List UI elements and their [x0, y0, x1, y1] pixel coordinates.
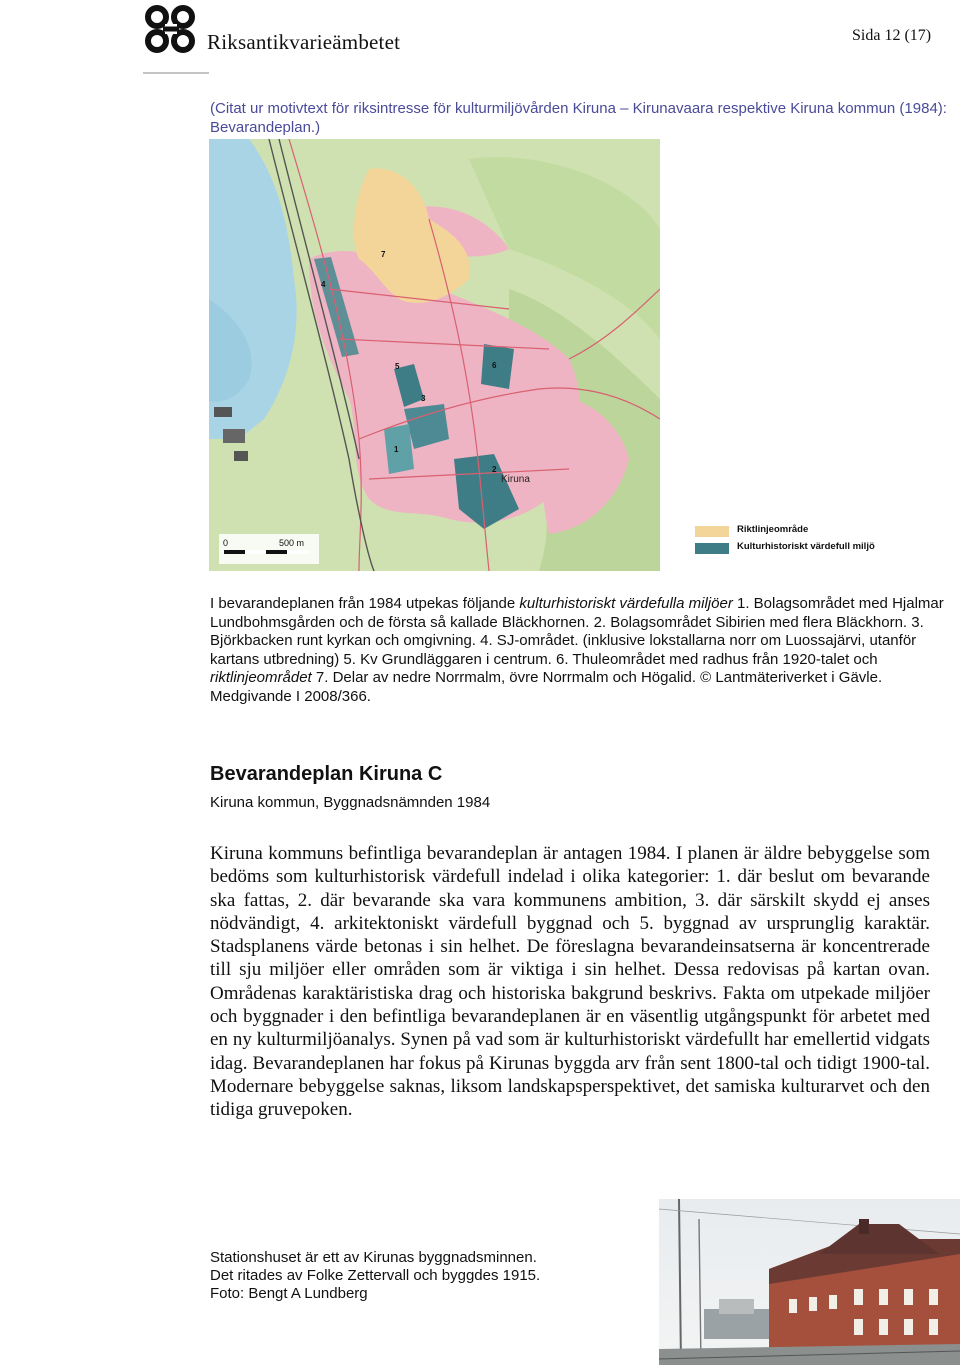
map-area-number: 4 — [321, 280, 326, 289]
map-legend — [695, 524, 935, 560]
map-place-label: Kiruna — [501, 474, 530, 485]
station-building-photo — [659, 1199, 960, 1365]
section-subtitle: Kiruna kommun, Byggnadsnämnden 1984 — [210, 794, 491, 811]
kiruna-conservation-map — [209, 139, 660, 571]
map-area-number: 2 — [492, 465, 497, 474]
map-area-number: 6 — [492, 361, 497, 370]
org-name: Riksantikvarieämbetet — [207, 30, 401, 54]
map-caption: I bevarandeplanen från 1984 utpekas följande kulturhistoriskt värdefulla miljöer 1. Bolagsområdet med Hjalmar Lundbohmsgården och de första så kallade Bläckhornen. 2. Bolagsområdet Sibirien med flera Bläckhorn. 3. Björkbacken runt kyrkan och omgivning. 4. SJ-området. (inklusive lokstallarna norr om Luossajärvi, utanför kartans utbredning) 5. Kv Grundläggaren i centrum. 6. Thuleområdet med radhus från 1920-talet och riktlinjeområdet 7. Delar av nedre Norrmalm, övre Norrmalm och Högalid. © Lantmäteriverket i Gävle. Medgivande I 2008/366. — [210, 595, 944, 705]
map-area-number: 7 — [381, 250, 386, 259]
header-divider — [143, 72, 209, 74]
map-area-number: 1 — [394, 445, 399, 454]
section-body: Kiruna kommuns befintliga bevarandeplan är antagen 1984. I planen är äldre bebyggelse som bedöms som kulturhistorisk värdefull indelad i olika kategorier: 1. där beslut om bevarande ska fattas, 2. där bevarande ska vara kommunens ambition, 3. där särskilt skydd ej anses nödvändigt, 4. arkitektoniskt värdefull byggnad och 5. byggnad av ursprunglig karaktär. Stadsplanens värde betonas i sin helhet. De föreslagna bevarandeinsatserna är koncentrerade till sju miljöer eller områden som är viktiga i sin helhet. Dessa redovisas på kartan ovan. Områdenas karaktäristiska drag och historiska bakgrund beskrivs. Fakta om utpekade miljöer och byggnader i den befintliga bevarandeplanen är en väsentlig utgångspunkt för arbetet med en ny kulturmiljöanalys. Synen på vad som är kulturhistoriskt värdefullt har emellertid vidgats idag. Bevarandeplanen har fokus på Kirunas byggda arv från sent 1800-tal och tidigt 1900-tal. Modernare bebyggelse saknas, liksom landskapsperspektivet, det samiska kulturarvet och den tidiga gruvepoken. — [210, 843, 930, 1121]
legend-swatch-kulturhistoriskt — [695, 543, 729, 554]
scale-start: 0 — [223, 538, 229, 548]
map-area-number: 5 — [395, 362, 400, 371]
scale-end: 500 m — [279, 538, 305, 548]
riksantikvarieambetet-logo — [143, 4, 199, 54]
section-title: Bevarandeplan Kiruna C — [210, 763, 443, 785]
page-number: Sida 12 (17) — [852, 27, 932, 44]
legend-swatch-riktlinje — [695, 526, 729, 537]
intro-quote: (Citat ur motivtext för riksintresse för kulturmiljövården Kiruna – Kirunavaara respektive Kiruna kommun (1984): Bevarandeplan.) — [210, 100, 947, 136]
legend-label: Kulturhistoriskt värdefull miljö — [737, 541, 875, 552]
photo-caption: Stationshuset är ett av Kirunas byggnadsminnen. Det ritades av Folke Zettervall och byggdes 1915. Foto: Bengt A Lundberg — [210, 1249, 541, 1302]
map-area-number: 3 — [421, 394, 426, 403]
legend-label: Riktlinjeområde — [737, 524, 809, 535]
